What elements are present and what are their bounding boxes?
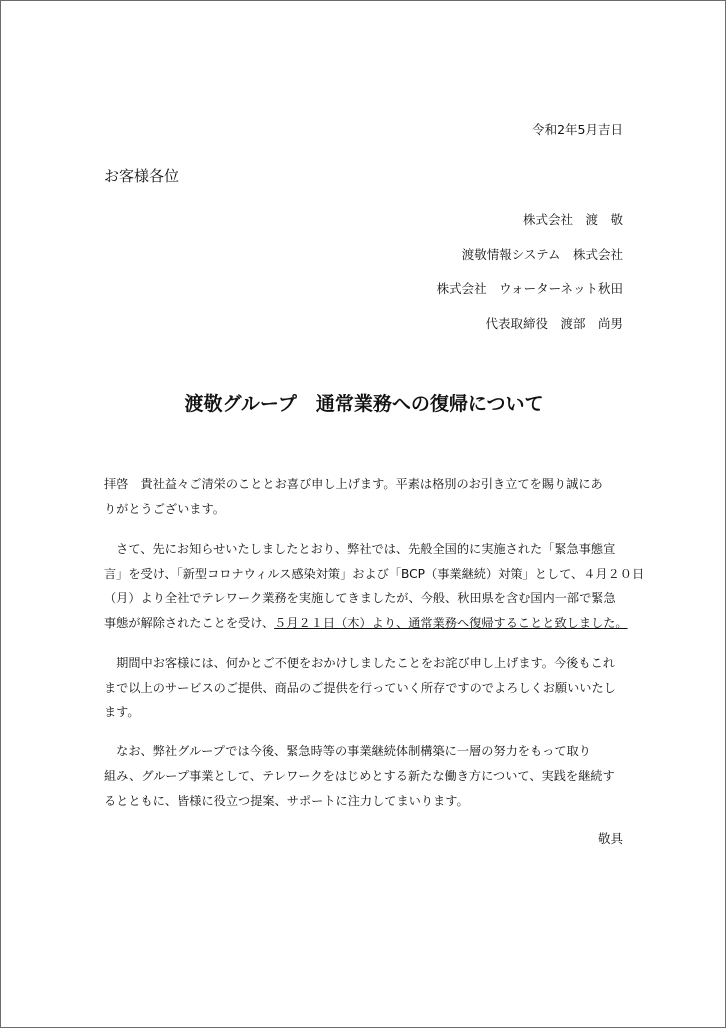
letter-date: 令和2年5月吉日 [532, 122, 623, 137]
sender-company-1: 株式会社 渡 敬 [522, 212, 623, 227]
paragraph-2-line-3: （月）より全社でテレワーク業務を実施してきましたが、今般、秋田県を含む国内一部で緊急 [104, 591, 616, 605]
paragraph-1-line-2: りがとうございます。 [104, 502, 225, 516]
paragraph-4-line-3: るとともに、皆様に役立つ提案、サポートに注力してまいります。 [104, 794, 469, 808]
paragraph-2-line-1: さて、先にお知らせいたしましたとおり、弊社では、先般全国的に実施された「緊急事態宣 [104, 542, 616, 556]
paragraph-2-line-4 [104, 615, 628, 631]
paragraph-2-line-2: 言」を受け、「新型コロナウィルス感染対策」および「BCP（事業継続）対策」として、４月２０日 [104, 567, 645, 581]
paragraph-4-line-2: 組み、グループ事業として、テレワークをはじめとする新たな働き方について、実践を継続す [104, 769, 615, 783]
paragraph-4-line-1: なお、弊社グループでは今後、緊急時等の事業継続体制構築に一層の努力をもって取り [104, 744, 591, 758]
sender-company-3: 株式会社 ウォーターネット秋田 [436, 281, 623, 296]
sender-company-2: 渡敬情報システム 株式会社 [461, 247, 623, 262]
paragraph-3-line-3: ます。 [104, 705, 140, 719]
sender-representative: 代表取締役 渡部 尚男 [485, 316, 623, 331]
paragraph-2-line-4-text: 事態が解除されたことを受け、 [104, 616, 275, 630]
letter-title: 渡敬グループ 通常業務への復帰について [184, 393, 544, 415]
closing-keigu: 敬具 [597, 831, 623, 846]
paragraph-1-line-1: 拝啓 貴社益々ご清栄のこととお喜び申し上げます。平素は格別のお引き立てを賜り誠にあ [104, 477, 603, 491]
paragraph-3-line-1: 期間中お客様には、何かとご不便をおかけしましたことをお詫び申し上げます。今後もこれ [104, 656, 615, 670]
resumption-date-underlined: ５月２１日（木）より、通常業務へ復帰することと致しました。 [274, 616, 628, 630]
paragraph-3-line-2: まで以上のサービスのご提供、商品のご提供を行っていく所存ですのでよろしくお願いいたし [104, 681, 616, 695]
recipient: お客様各位 [104, 167, 180, 185]
